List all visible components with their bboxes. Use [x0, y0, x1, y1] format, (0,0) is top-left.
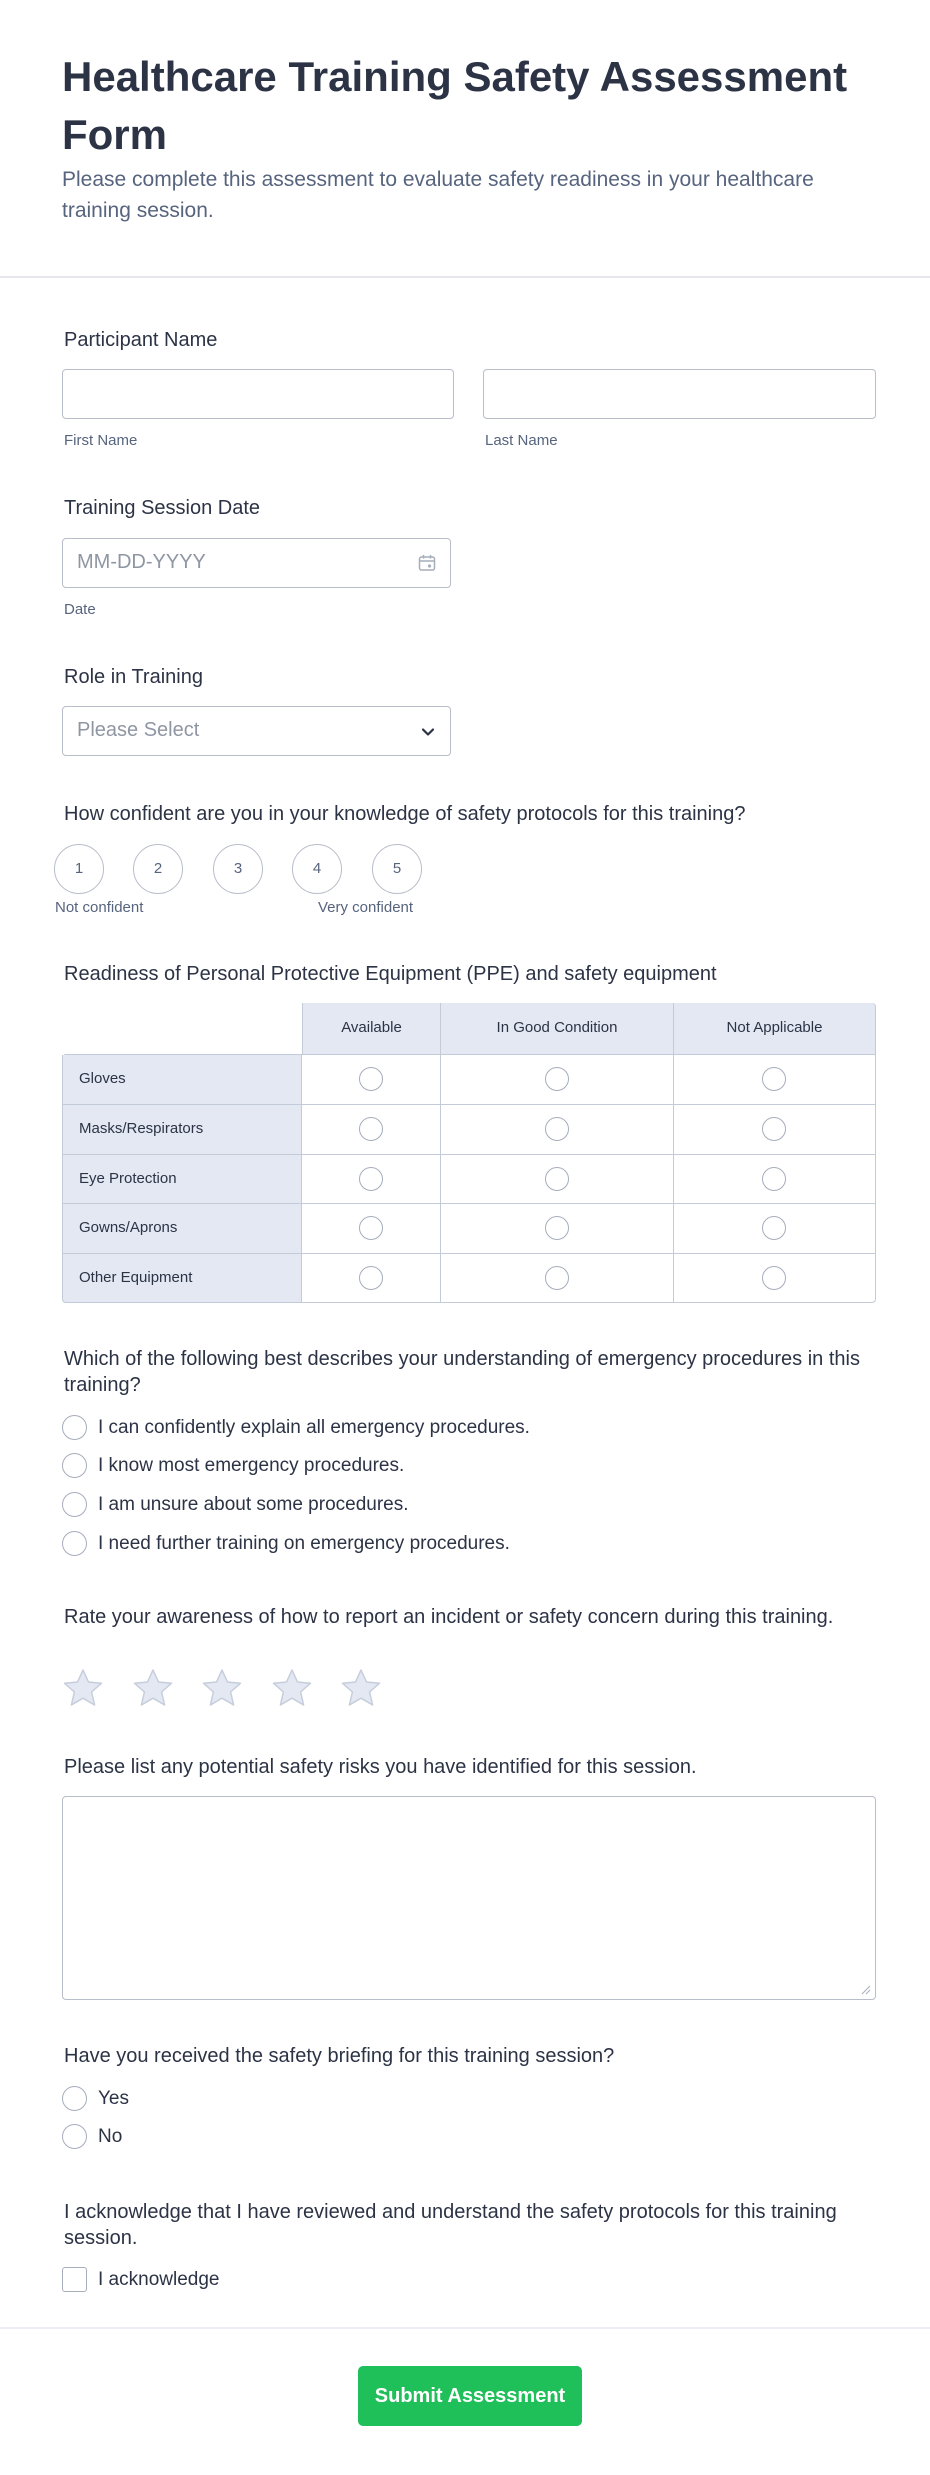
submit-button[interactable]: Submit Assessment [358, 2366, 582, 2426]
session-date-input[interactable] [62, 538, 451, 588]
scale-min-label: Not confident [55, 899, 144, 916]
scale-option-4[interactable]: 4 [292, 844, 342, 894]
matrix-radio[interactable] [762, 1266, 786, 1290]
matrix-cell [302, 1105, 441, 1155]
matrix-radio[interactable] [359, 1216, 383, 1240]
matrix-cell [441, 1105, 674, 1155]
risks-textarea[interactable] [62, 1796, 876, 2000]
emergency-radio-4[interactable] [62, 1531, 87, 1556]
star-5-icon[interactable] [340, 1667, 382, 1709]
role-select[interactable] [62, 706, 451, 756]
scale-option-1[interactable]: 1 [54, 844, 104, 894]
matrix-radio[interactable] [359, 1167, 383, 1191]
matrix-radio[interactable] [762, 1216, 786, 1240]
emergency-option-4: I need further training on emergency procedures. [98, 1533, 510, 1554]
emergency-radio-1[interactable] [62, 1415, 87, 1440]
briefing-radio-no[interactable] [62, 2124, 87, 2149]
matrix-cell [674, 1254, 876, 1303]
emergency-radio-3[interactable] [62, 1492, 87, 1517]
first-name-sublabel: First Name [64, 432, 138, 449]
matrix-radio[interactable] [359, 1266, 383, 1290]
matrix-radio[interactable] [762, 1117, 786, 1141]
participant-name-label: Participant Name [64, 329, 218, 351]
scale-option-2[interactable]: 2 [133, 844, 183, 894]
emergency-option-3: I am unsure about some procedures. [98, 1494, 409, 1515]
matrix-radio[interactable] [545, 1216, 569, 1240]
scale-max-label: Very confident [318, 899, 414, 916]
matrix-row-other: Other Equipment [62, 1254, 302, 1303]
emergency-option-2: I know most emergency procedures. [98, 1455, 405, 1476]
matrix-cell [302, 1254, 441, 1303]
matrix-cell [674, 1155, 876, 1204]
matrix-row-masks: Masks/Respirators [62, 1105, 302, 1155]
matrix-radio[interactable] [359, 1117, 383, 1141]
session-date-label: Training Session Date [64, 497, 261, 519]
matrix-cell [674, 1055, 876, 1105]
ppe-matrix [62, 1003, 876, 1303]
matrix-cell [674, 1105, 876, 1155]
matrix-row-eye-protection: Eye Protection [62, 1155, 302, 1204]
role-label: Role in Training [64, 666, 203, 688]
matrix-col-good-condition: In Good Condition [441, 1003, 674, 1055]
scale-option-3[interactable]: 3 [213, 844, 263, 894]
first-name-input[interactable] [62, 369, 454, 419]
briefing-option-yes: Yes [98, 2088, 129, 2109]
briefing-option-no: No [98, 2126, 123, 2147]
calendar-icon[interactable] [418, 554, 436, 572]
matrix-radio[interactable] [545, 1067, 569, 1091]
briefing-radio-yes[interactable] [62, 2086, 87, 2111]
acknowledge-option: I acknowledge [98, 2269, 220, 2290]
role-selected-value: Please Select [77, 719, 200, 741]
matrix-cell [302, 1055, 441, 1105]
matrix-row-gowns: Gowns/Aprons [62, 1204, 302, 1254]
form-title: Healthcare Training Safety Assessment Form [62, 53, 848, 158]
session-date-placeholder: MM-DD-YYYY [77, 551, 206, 573]
star-2-icon[interactable] [132, 1667, 174, 1709]
matrix-cell [441, 1204, 674, 1254]
matrix-cell [302, 1204, 441, 1254]
scale-option-5[interactable]: 5 [372, 844, 422, 894]
matrix-cell [441, 1155, 674, 1204]
footer-divider [0, 2327, 930, 2329]
acknowledge-checkbox[interactable] [62, 2267, 87, 2292]
ppe-label: Readiness of Personal Protective Equipment (PPE) and safety equipment [64, 963, 717, 985]
matrix-radio[interactable] [545, 1266, 569, 1290]
matrix-radio[interactable] [545, 1167, 569, 1191]
emergency-radio-2[interactable] [62, 1453, 87, 1478]
briefing-label: Have you received the safety briefing for this training session? [64, 2045, 615, 2067]
chevron-down-icon [418, 722, 438, 742]
matrix-cell [441, 1055, 674, 1105]
confidence-label: How confident are you in your knowledge of safety protocols for this training? [64, 803, 746, 825]
risks-label: Please list any potential safety risks you have identified for this session. [64, 1756, 697, 1778]
star-4-icon[interactable] [271, 1667, 313, 1709]
acknowledge-label: I acknowledge that I have reviewed and understand the safety protocols for this training session. [64, 2201, 837, 2249]
matrix-col-not-applicable: Not Applicable [674, 1003, 876, 1055]
matrix-radio[interactable] [359, 1067, 383, 1091]
awareness-label: Rate your awareness of how to report an incident or safety concern during this training. [64, 1606, 834, 1628]
matrix-cell [441, 1254, 674, 1303]
emergency-label: Which of the following best describes your understanding of emergency procedures in this training? [64, 1348, 860, 1396]
form-subtitle: Please complete this assessment to evaluate safety readiness in your healthcare training session. [62, 168, 814, 222]
star-3-icon[interactable] [201, 1667, 243, 1709]
matrix-radio[interactable] [762, 1167, 786, 1191]
matrix-row-gloves: Gloves [62, 1055, 302, 1105]
matrix-cell [302, 1155, 441, 1204]
matrix-col-available: Available [302, 1003, 441, 1055]
star-1-icon[interactable] [62, 1667, 104, 1709]
matrix-cell [674, 1204, 876, 1254]
last-name-sublabel: Last Name [485, 432, 558, 449]
matrix-radio[interactable] [545, 1117, 569, 1141]
resize-handle-icon[interactable] [859, 1983, 871, 1995]
form-header [0, 0, 930, 278]
session-date-sublabel: Date [64, 601, 96, 618]
matrix-radio[interactable] [762, 1067, 786, 1091]
emergency-option-1: I can confidently explain all emergency procedures. [98, 1417, 530, 1438]
last-name-input[interactable] [483, 369, 876, 419]
